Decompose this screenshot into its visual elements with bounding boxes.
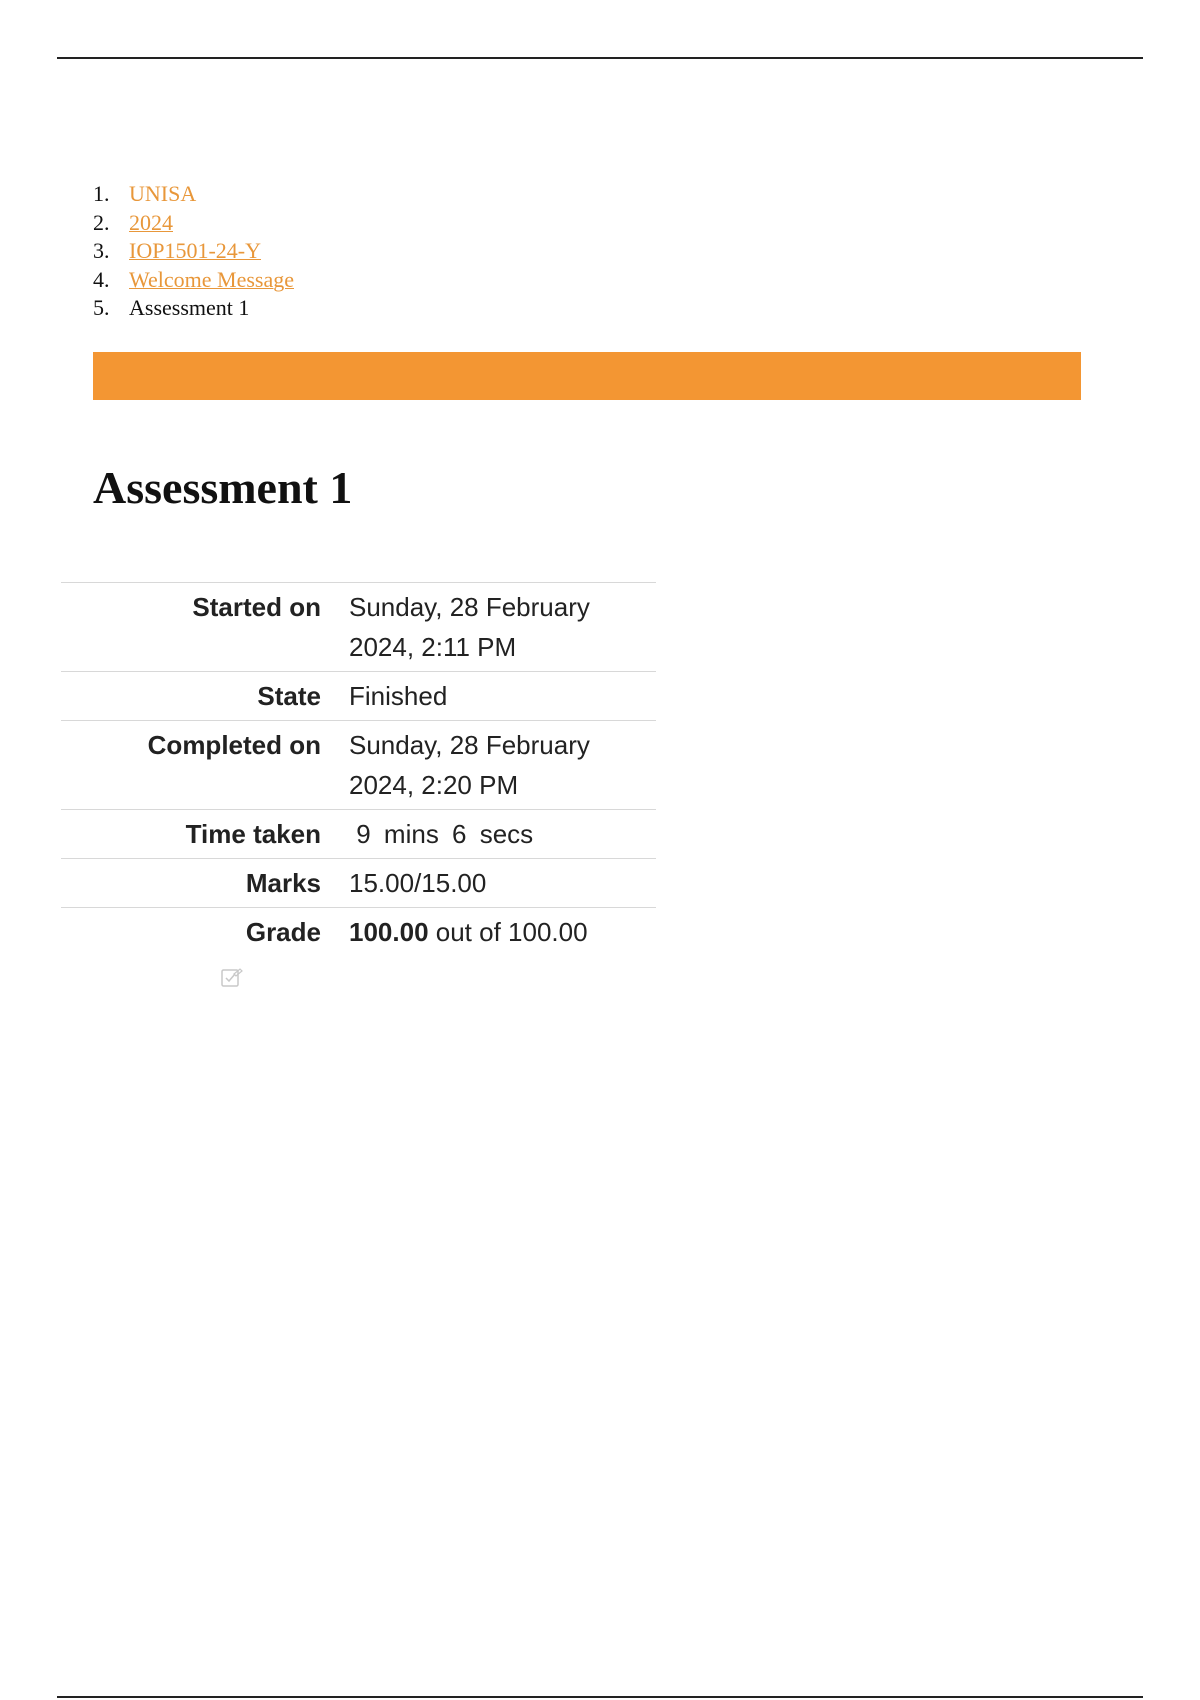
summary-label: Started on (192, 592, 321, 622)
breadcrumb-number: 4. (93, 266, 110, 292)
summary-label: Marks (245, 868, 321, 898)
breadcrumb-number: 2. (93, 209, 110, 235)
summary-value (349, 583, 656, 672)
summary-row-completed-on (61, 721, 656, 810)
breadcrumb-item-year (93, 209, 294, 238)
summary-row-started-on (61, 583, 656, 672)
summary-value (349, 908, 656, 957)
summary-value (349, 721, 656, 810)
page-title: Assessment 1 (93, 462, 353, 513)
summary-row-marks (61, 859, 656, 908)
summary-label: State (257, 681, 321, 711)
summary-value (349, 810, 656, 859)
summary-label: Completed on (147, 730, 321, 760)
breadcrumb-number: 1. (93, 181, 110, 206)
summary-value-line: 2024, 2:20 PM (349, 770, 519, 800)
header-accent-bar (93, 352, 1081, 400)
breadcrumb-link-unisa[interactable]: UNISA (129, 181, 197, 206)
breadcrumb-link-year[interactable]: 2024 (129, 209, 173, 235)
breadcrumb (93, 180, 294, 323)
quiz-summary-table (61, 582, 656, 956)
summary-value-text: 9 mins 6 secs (356, 819, 534, 849)
summary-row-grade (61, 908, 656, 957)
page-bottom-rule (57, 1696, 1143, 1698)
breadcrumb-item-course (93, 237, 294, 266)
breadcrumb-link-course[interactable]: IOP1501-24-Y (129, 238, 261, 263)
summary-label: Grade (245, 917, 321, 947)
breadcrumb-item-welcome (93, 266, 294, 295)
summary-value-line: 2024, 2:11 PM (349, 632, 517, 662)
summary-value: Finished (349, 681, 448, 711)
breadcrumb-current-page: Assessment 1 (129, 295, 250, 320)
grade-score: 100.00 (349, 917, 429, 947)
breadcrumb-item-unisa (93, 180, 294, 209)
summary-row-time-taken (61, 810, 656, 859)
summary-value-line: Sunday, 28 February (349, 592, 590, 622)
summary-value-line: Sunday, 28 February (349, 730, 590, 760)
grade-total: out of 100.00 (428, 917, 588, 947)
breadcrumb-item-current (93, 294, 294, 323)
breadcrumb-number: 3. (93, 238, 110, 263)
breadcrumb-number: 5. (93, 295, 110, 320)
summary-row-state (61, 672, 656, 721)
edit-checkbox-icon-graphic (220, 966, 244, 990)
edit-checkbox-icon[interactable] (220, 966, 244, 990)
summary-value: 15.00/15.00 (349, 868, 487, 898)
breadcrumb-link-welcome-message[interactable]: Welcome Message (129, 266, 294, 292)
page-top-rule (57, 57, 1143, 59)
summary-label: Time taken (185, 819, 321, 849)
